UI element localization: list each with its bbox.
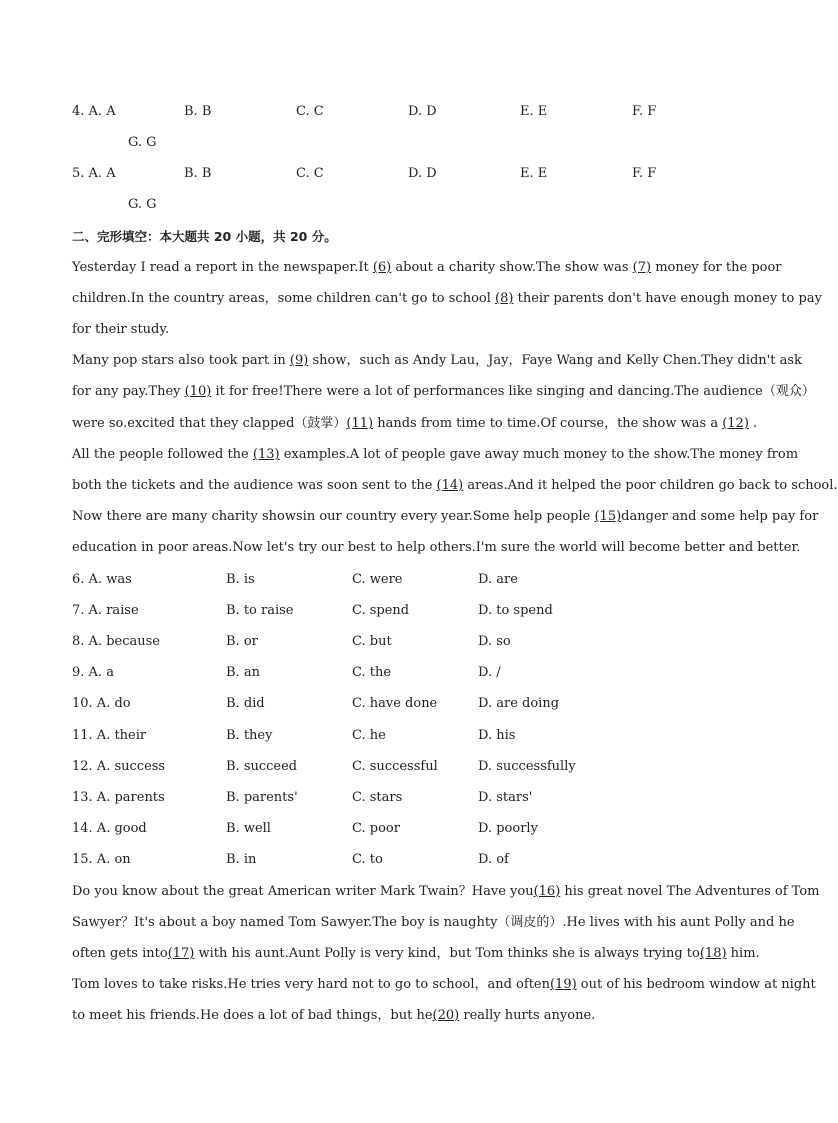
blank-8: (8) [495, 291, 514, 306]
passage2-line-3 [72, 945, 760, 963]
question-row [72, 664, 772, 682]
question-row [72, 820, 772, 838]
passage2-line-4 [72, 976, 816, 994]
q4-option-c: C. C [296, 104, 324, 119]
question-row [72, 602, 772, 620]
q5-option-b: B. B [184, 166, 212, 181]
question-row [72, 695, 772, 713]
section-2-heading: 二、完形填空：本大题共 20 小题，共 20 分。 [72, 229, 337, 244]
text-segment: children.In the country areas，some children can't go to school [72, 291, 496, 306]
question-option-b: B. did [226, 696, 265, 712]
question-row [72, 727, 772, 745]
question-option-d: D. so [478, 634, 511, 650]
question-option-c: C. successful [352, 758, 438, 774]
question-option-c: C. have done [352, 696, 438, 712]
q4-option-a: 4. A. A [72, 104, 116, 119]
blank-16: (16) [533, 884, 561, 899]
question-option-c: C. but [352, 634, 392, 650]
question-5-options [72, 165, 772, 183]
text-segment: danger and some help pay for [621, 509, 819, 524]
text-segment: All the people followed the [72, 447, 253, 462]
q4-option-g: G. G [128, 135, 157, 150]
text-segment: to meet his friends.He does a lot of bad things，but he [72, 1008, 433, 1023]
text-segment: really hurts anyone. [459, 1008, 596, 1023]
q4-option-e: E. E [520, 104, 548, 119]
text-segment: Tom loves to take risks.He tries very hard not to go to school，and often [72, 977, 550, 992]
blank-9: (9) [289, 353, 309, 368]
question-option-b: B. well [226, 820, 271, 836]
text-segment: show，such as Andy Lau，Jay，Faye Wang and Kelly Chen.They didn't ask [308, 353, 802, 368]
question-option-d: D. / [478, 665, 501, 681]
question-option-c: C. to [352, 851, 383, 867]
question-option-a: 8. A. because [72, 634, 160, 650]
passage2-line-1 [72, 883, 819, 901]
question-option-c: C. the [352, 665, 392, 681]
blank-17: (17) [167, 946, 195, 961]
question-option-b: B. in [226, 851, 257, 867]
passage1-line-9 [72, 508, 818, 526]
question-option-b: B. parents' [226, 789, 298, 805]
question-option-c: C. were [352, 572, 403, 587]
passage1-line-3: for their study. [72, 322, 170, 337]
blank-11: (11) [346, 416, 374, 431]
blank-15: (15) [594, 509, 622, 524]
question-option-c: C. poor [352, 820, 400, 836]
question-option-c: C. stars [352, 789, 403, 805]
question-option-d: D. successfully [478, 758, 576, 774]
question-option-b: B. succeed [226, 758, 298, 774]
blank-20: (20) [432, 1008, 460, 1023]
text-segment: Now there are many charity showsin our country every year.Some help people [72, 509, 595, 524]
question-row [72, 758, 772, 776]
text-segment: areas.And it helped the poor children go back to school. [463, 478, 838, 493]
question-option-d: D. to spend [478, 603, 553, 619]
question-option-d: D. his [478, 727, 516, 743]
question-option-a: 10. A. do [72, 696, 131, 712]
passage1-line-1 [72, 259, 782, 277]
question-option-d: D. poorly [478, 820, 538, 836]
question-row [72, 851, 772, 869]
text-segment: money for the poor [651, 260, 782, 275]
text-segment: examples.A lot of people gave away much money to the show.The money from [279, 447, 799, 462]
question-option-d: D. are [478, 572, 518, 587]
text-segment: often gets into [72, 946, 168, 961]
text-segment: Many pop stars also took part in [72, 353, 290, 368]
blank-13: (13) [252, 447, 280, 462]
blank-14: (14) [436, 478, 464, 493]
q4-option-f: F. F [632, 104, 657, 119]
text-segment: him. [726, 946, 760, 961]
blank-7: (7) [632, 260, 652, 275]
passage1-line-7 [72, 446, 798, 464]
question-4-options [72, 103, 772, 121]
blank-6: (6) [372, 260, 392, 275]
question-option-b: B. is [226, 572, 255, 587]
question-option-a: 13. A. parents [72, 789, 165, 805]
question-option-d: D. are doing [478, 696, 560, 712]
text-segment: both the tickets and the audience was soon sent to the [72, 478, 437, 493]
text-segment: . [748, 416, 758, 431]
passage2-line-5 [72, 1007, 595, 1025]
question-option-a: 7. A. raise [72, 603, 139, 619]
q5-option-d: D. D [408, 166, 437, 181]
question-option-a: 6. A. was [72, 572, 132, 587]
text-segment: were so.excited that they clapped（鼓掌） [72, 416, 347, 431]
question-option-b: B. to raise [226, 603, 294, 619]
question-option-b: B. they [226, 727, 273, 743]
text-segment: about a charity show.The show was [391, 260, 633, 275]
q5-option-e: E. E [520, 166, 548, 181]
question-row [72, 633, 772, 651]
text-segment: out of his bedroom window at night [576, 977, 816, 992]
question-option-d: D. of [478, 851, 509, 867]
blank-18: (18) [699, 946, 727, 961]
question-option-c: C. spend [352, 603, 410, 619]
question-row [72, 789, 772, 807]
question-option-d: D. stars' [478, 789, 533, 805]
passage1-line-2 [72, 290, 822, 308]
text-segment: Do you know about the great American writer Mark Twain？Have you [72, 884, 534, 899]
blank-10: (10) [184, 384, 212, 399]
passage1-line-4 [72, 352, 802, 370]
q5-option-g: G. G [128, 197, 157, 212]
passage1-line-10: education in poor areas.Now let's try our best to help others.I'm sure the world will become better and better. [72, 540, 801, 555]
question-row [72, 571, 772, 589]
blank-12: (12) [722, 416, 749, 431]
blank-19: (19) [549, 977, 577, 992]
question-option-a: 14. A. good [72, 820, 147, 836]
question-option-c: C. he [352, 727, 386, 743]
q5-option-c: C. C [296, 166, 324, 181]
text-segment: Yesterday I read a report in the newspaper.It [72, 260, 373, 275]
text-segment: with his aunt.Aunt Polly is very kind，but Tom thinks she is always trying to [194, 946, 700, 961]
passage1-line-6 [72, 415, 757, 433]
question-option-a: 12. A. success [72, 758, 166, 774]
question-option-a: 11. A. their [72, 727, 147, 743]
text-segment: his great novel The Adventures of Tom [560, 884, 820, 899]
question-option-a: 9. A. a [72, 665, 114, 681]
text-segment: it for free!There were a lot of performances like singing and dancing.The audience（观众） [211, 384, 815, 399]
passage2-line-2: Sawyer？It's about a boy named Tom Sawyer.The boy is naughty（调皮的）.He lives with his aunt Polly and he [72, 915, 795, 930]
question-option-b: B. or [226, 634, 258, 650]
passage1-line-8 [72, 477, 838, 495]
question-option-a: 15. A. on [72, 851, 131, 867]
q4-option-b: B. B [184, 104, 212, 119]
q4-option-d: D. D [408, 104, 437, 119]
passage1-line-5 [72, 383, 815, 401]
question-option-b: B. an [226, 665, 260, 681]
text-segment: for any pay.They [72, 384, 185, 399]
text-segment: hands from time to time.Of course，the show was a [373, 416, 723, 431]
text-segment: their parents don't have enough money to pay [513, 291, 822, 306]
q5-option-f: F. F [632, 166, 657, 181]
q5-option-a: 5. A. A [72, 166, 116, 181]
